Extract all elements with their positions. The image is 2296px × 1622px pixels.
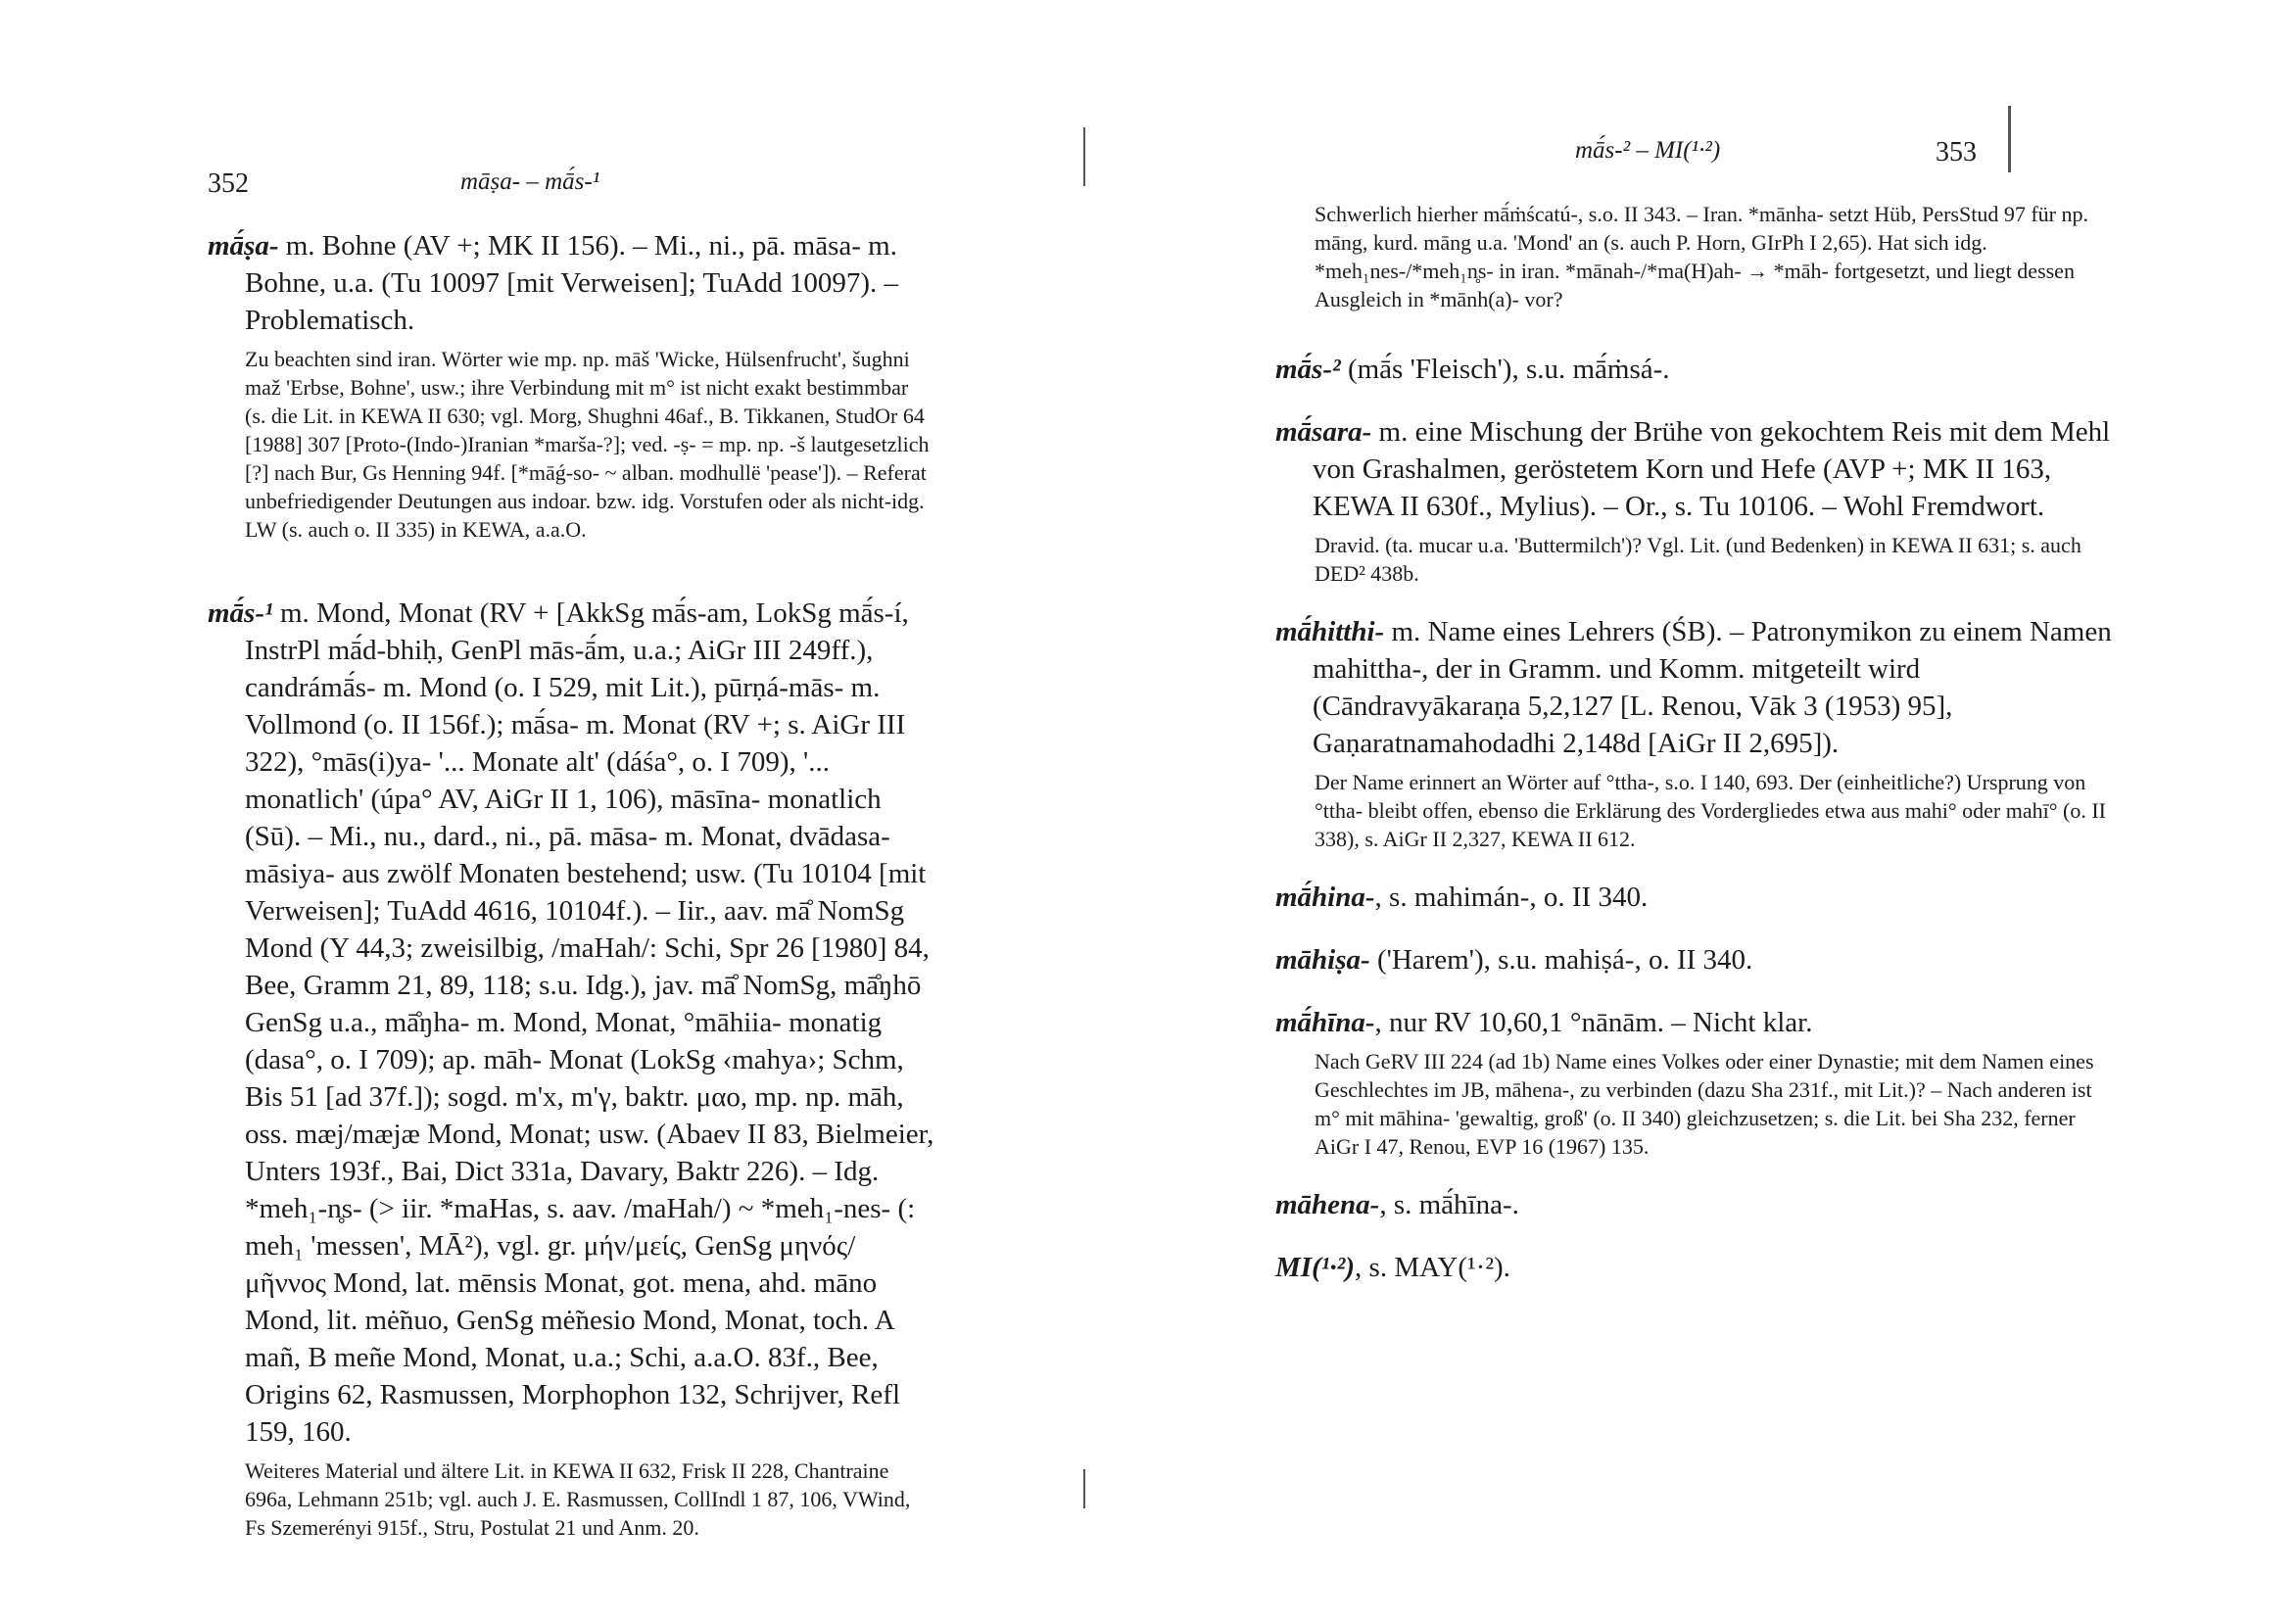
headword: māhena- — [1275, 1189, 1380, 1220]
headword: mā́hīna- — [1275, 1007, 1375, 1038]
dictionary-entry — [208, 227, 934, 339]
entry-text: ('Harem'), s.u. mahiṣá-, o. II 340. — [1369, 944, 1753, 976]
entry-text: , s. MAY(¹·²). — [1355, 1252, 1510, 1283]
dictionary-entry — [1275, 879, 2120, 916]
text-column — [208, 227, 934, 1542]
dictionary-entry — [208, 595, 934, 1451]
headword: mā́s-¹ — [208, 597, 273, 629]
text-column — [1275, 194, 2120, 1286]
dictionary-entry — [1275, 351, 2120, 388]
dictionary-entry — [1275, 941, 2120, 978]
dictionary-entry — [1275, 1186, 2120, 1223]
entry-text: (mā́s 'Fleisch'), s.u. mā́ṁsá-. — [1340, 354, 1670, 385]
dictionary-entry — [1275, 613, 2120, 762]
left-page — [0, 0, 1107, 1622]
dictionary-entry — [1275, 1249, 2120, 1286]
entry-text: m. Mond, Monat (RV + [AkkSg mā́s-am, LokSg mā́s-í, InstrPl mā́d-bhiḥ, GenPl mās-ā́m, u.a.; AiGr III 249ff.), candrámā́s- m. Mond (o. I 529, mit Lit.), pūrṇá-mās- m. Vollmond (o. II 156f.); mā́sa- m. Monat (RV +; s. AiGr III 322), °mās(i)ya- '... Monate alt' (dáśa°, o. I 709), '... monatlich' (úpa° AV, AiGr II 1, 106), māsīna- monatlich (Sū). – Mi., nu., dard., ni., pā. māsa- m. Monat, dvādasa-māsiya- aus zwölf Monaten bestehend; usw. (Tu 10104 [mit Verweisen]; TuAdd 4616, 10104f.). – Iir., aav. mā̊ NomSg Mond (Y 44,3; zweisilbig, /maHah/: Schi, Spr 26 [1980] 84, Bee, Gramm 21, 89, 118; s.u. Idg.), jav. mā̊ NomSg, mā̊ŋhō GenSg u.a., mā̊ŋha- m. Mond, Monat, °māhiia- monatig (dasa°, o. I 709); ap. māh- Monat (LokSg ‹mahya›; Schm, Bis 51 [ad 37f.]); sogd. m'x, m'γ, baktr. μαο, mp. np. māh, oss. mæj/mæjæ Mond, Monat; usw. (Abaev II 83, Bielmeier, Unters 193f., Bai, Dict 331a, Davary, Baktr 226). – Idg. *meh₁-n̥s- (> iir. *maHas, s. aav. /maHah/) ~ *meh₁-nes- (: meh₁ 'messen', MĀ²), vgl. gr. μήν/μείς, GenSg μηνός/μῆννος Mond, lat. mēnsis Monat, got. mena, ahd. māno Mond, lit. mė̃nuo, GenSg mė̃nesio Mond, Monat, toch. A mañ, B meñe Mond, Monat, u.a.; Schi, a.a.O. 83f., Bee, Origins 62, Rasmussen, Morphophon 132, Schrijver, Refl 159, 160. — [245, 597, 934, 1448]
entry-text: m. eine Mischung der Brühe von gekochtem Reis mit dem Mehl von Grashalmen, geröstetem Korn und Hefe (AVP +; MK II 163, KEWA II 630f., Mylius). – Or., s. Tu 10106. – Wohl Fremdwort. — [1313, 416, 2111, 522]
entry-text: , s. mahimán-, o. II 340. — [1374, 882, 1649, 913]
headword: mā́sara- — [1275, 416, 1372, 448]
continuation-note: Schwerlich hierher mā́ṁścatú-, s.o. II 343. – Iran. *mānha- setzt Hüb, PersStud 97 für np. māng, kurd. māng u.a. 'Mond' an (s. auch P. Horn, GIrPh I 2,65). Hat sich idg. *meh₁nes-/*meh₁n̥s- in iran. *mānah-/*ma(H)ah- → *māh- fortgesetzt, und liegt dessen Ausgleich in *mānh(a)- vor? — [1315, 202, 2088, 311]
entry-note: Weiteres Material und ältere Lit. in KEWA II 632, Frisk II 228, Chantraine 696a, Lehmann 251b; vgl. auch J. E. Rasmussen, CollIndl 1 87, 106, VWind, Fs Szemerényi 915f., Stru, Postulat 21 und Anm. 20. — [245, 1458, 911, 1540]
entry-text: , s. mā́hīna-. — [1379, 1189, 1519, 1220]
headword: mā́s-² — [1275, 354, 1341, 385]
entry-note: Nach GeRV III 224 (ad 1b) Name eines Volkes oder einer Dynastie; mit dem Namen eines Geschlechtes im JB, māhena-, zu verbinden (dazu Sha 231f., mit Lit.)? – Nach anderen ist m° mit māhina- 'gewaltig, groß' (o. II 340) gleichzusetzen; s. die Lit. bei Sha 232, ferner AiGr I 47, Renou, EVP 16 (1967) 135. — [1315, 1049, 2094, 1159]
headword: mā́hitthi- — [1275, 616, 1385, 647]
dictionary-entry — [1275, 1004, 2120, 1041]
page-number: 352 — [208, 168, 249, 199]
entry-text: m. Name eines Lehrers (ŚB). – Patronymikon zu einem Namen mahittha-, der in Gramm. und Komm. mitgeteilt wird (Cāndravyākaraṇa 5,2,127 [L. Renou, Vāk 3 (1953) 95], Gaṇaratnamahodadhi 2,148d [AiGr II 2,695]). — [1313, 616, 2112, 759]
headword: mā́ṣa- — [208, 230, 279, 262]
entry-note: Zu beachten sind iran. Wörter wie mp. np. māš 'Wicke, Hülsenfrucht', šughni maž 'Erbse, Bohne', usw.; ihre Verbindung mit m° ist nicht exakt bestimmbar (s. die Lit. in KEWA II 630; vgl. Morg, Shughni 46af., B. Tikkanen, StudOr 64 [1988] 307 [Proto-(Indo-)Iranian *marša-?]; ved. -ṣ- = mp. np. -š lautgesetzlich [?] nach Bur, Gs Henning 94f. [*māǵ-so- ~ alban. modhullë 'pease']). – Referat unbefriedigender Deutungen aus indoar. bzw. idg. Vorstufen oder als nicht-idg. LW (s. auch o. II 335) in KEWA, a.a.O. — [245, 347, 930, 542]
gutter-mark — [1083, 1469, 1085, 1508]
scan-edge-mark — [2008, 106, 2011, 172]
entry-text: m. Bohne (AV +; MK II 156). – Mi., ni., pā. māsa- m. Bohne, u.a. (Tu 10097 [mit Verweisen]; TuAdd 10097). – Problematisch. — [245, 230, 899, 336]
page-number: 353 — [1936, 137, 1977, 167]
headword: māhiṣa- — [1275, 944, 1370, 976]
entry-note: Dravid. (ta. mucar u.a. 'Buttermilch')? Vgl. Lit. (und Bedenken) in KEWA II 631; s. auch DED² 438b. — [1315, 533, 2081, 586]
entry-text: , nur RV 10,60,1 °nānām. – Nicht klar. — [1374, 1007, 1813, 1038]
entry-note: Der Name erinnert an Wörter auf °ttha-, s.o. I 140, 693. Der (einheitliche?) Ursprung von °ttha- bleibt offen, ebenso die Erklärung des Vordergliedes etwa aus mahi° oder mahī° (o. II 338), s. AiGr II 2,327, KEWA II 612. — [1315, 770, 2106, 851]
running-head: mā́s-² – MI(¹·²) — [1575, 137, 1721, 164]
headword: MI(¹·²) — [1275, 1252, 1356, 1283]
headword: mā́hina- — [1275, 882, 1375, 913]
running-head: māṣa- – mā́s-¹ — [460, 168, 600, 195]
dictionary-entry — [1275, 413, 2120, 525]
right-page — [1107, 0, 2296, 1622]
gutter-mark — [1083, 127, 1085, 186]
